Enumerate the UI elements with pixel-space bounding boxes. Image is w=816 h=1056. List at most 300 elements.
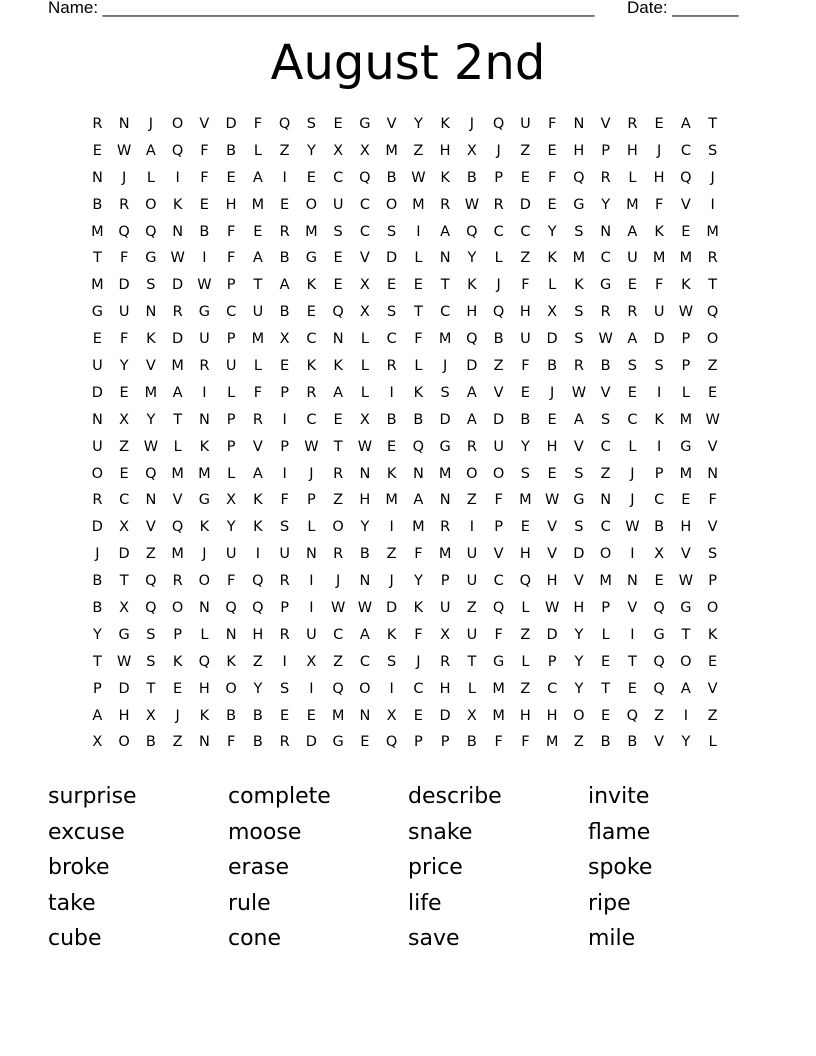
grid-letter: I [389, 384, 394, 401]
grid-letter: M [305, 223, 318, 240]
grid-letter: J [389, 573, 394, 590]
grid-letter: S [654, 358, 664, 375]
grid-letter: O [599, 546, 612, 563]
grid-letter: I [309, 600, 314, 617]
grid-letter: S [627, 358, 637, 375]
grid-letter: K [547, 250, 557, 267]
grid-letter: B [92, 600, 103, 617]
grid-letter: K [654, 223, 664, 240]
grid-letter: E [92, 142, 102, 159]
grid-letter: Q [653, 600, 665, 617]
grid-letter: W [571, 384, 587, 401]
grid-letter: D [439, 411, 451, 428]
grid-letter: S [280, 680, 290, 697]
grid-letter: T [413, 304, 423, 321]
grid-letter: E [520, 384, 530, 401]
grid-letter: C [333, 169, 344, 186]
grid-letter: N [198, 734, 210, 751]
grid-letter: H [546, 707, 558, 724]
grid-row [84, 434, 726, 461]
grid-letter: Q [145, 465, 157, 482]
grid-letter: M [438, 465, 452, 482]
grid-letter: L [227, 465, 236, 482]
grid-letter: J [335, 573, 341, 590]
grid-letter: B [92, 573, 103, 590]
grid-letter: B [359, 546, 370, 563]
grid-letter: D [91, 519, 103, 536]
grid-letter: Q [466, 331, 478, 348]
grid-letter: F [414, 331, 423, 348]
grid-letter: U [118, 304, 130, 321]
grid-letter: K [199, 707, 210, 724]
grid-letter: O [198, 573, 211, 590]
grid-letter: F [547, 169, 557, 186]
grid-letter: X [306, 653, 317, 670]
grid-letter: T [681, 626, 691, 643]
grid-letter: H [626, 142, 638, 159]
grid-letter: A [627, 331, 638, 348]
grid-letter: G [198, 304, 210, 321]
grid-letter: C [306, 331, 317, 348]
grid-letter: H [359, 492, 371, 509]
grid-letter: V [386, 116, 397, 132]
grid-letter: I [282, 653, 287, 670]
grid-letter: B [279, 250, 290, 267]
grid-letter: P [226, 331, 236, 348]
grid-letter: K [199, 519, 210, 536]
grid-letter: N [198, 600, 210, 617]
grid-letter: M [679, 250, 693, 267]
grid-letter: M [144, 384, 158, 401]
grid-letter: O [145, 196, 157, 213]
grid-letter: Z [654, 707, 665, 724]
grid-letter: X [547, 304, 558, 321]
grid-letter: V [707, 519, 718, 536]
grid-letter: V [493, 384, 504, 401]
grid-letter: X [92, 734, 103, 751]
grid-letter: Q [626, 707, 639, 724]
grid-letter: V [199, 116, 210, 132]
grid-letter: O [359, 680, 371, 697]
grid-letter: K [440, 169, 450, 186]
word-list-item: save [408, 926, 460, 951]
grid-letter: B [520, 411, 531, 428]
grid-letter: V [547, 546, 558, 563]
grid-letter: L [360, 384, 369, 401]
word-list-item: ripe [588, 890, 631, 916]
grid-letter: V [707, 680, 718, 697]
grid-letter: H [519, 304, 531, 321]
grid-letter: I [255, 546, 261, 563]
word-list-item: erase [228, 855, 290, 880]
grid-letter: B [252, 707, 263, 724]
grid-letter: H [546, 573, 558, 590]
grid-letter: E [253, 223, 263, 240]
grid-letter: I [710, 196, 715, 213]
grid-letter: E [199, 196, 209, 213]
grid-letter: C [386, 331, 397, 348]
grid-letter: E [681, 223, 691, 240]
grid-letter: G [573, 492, 585, 509]
grid-letter: A [440, 223, 451, 240]
grid-letter: T [119, 573, 129, 590]
grid-letter: R [119, 196, 130, 213]
grid-letter: N [332, 331, 344, 348]
grid-letter: M [679, 411, 693, 428]
grid-letter: A [466, 411, 477, 428]
grid-letter: F [414, 546, 423, 563]
grid-letter: S [387, 653, 397, 670]
grid-letter: A [466, 384, 477, 401]
grid-letter: T [708, 116, 718, 132]
grid-letter: M [438, 331, 452, 348]
grid-row [84, 568, 726, 595]
grid-letter: R [172, 304, 183, 321]
grid-row [84, 219, 726, 246]
grid-letter: C [359, 653, 370, 670]
grid-letter: M [492, 680, 505, 697]
grid-letter: P [708, 573, 717, 590]
grid-letter: Z [493, 358, 504, 375]
grid-letter: N [198, 411, 210, 428]
grid-letter: M [545, 734, 559, 751]
grid-letter: I [630, 546, 635, 563]
grid-letter: U [225, 546, 237, 563]
grid-letter: W [116, 142, 132, 159]
grid-letter: X [654, 546, 665, 563]
grid-letter: G [118, 626, 130, 643]
grid-letter: K [172, 196, 183, 213]
grid-letter: G [359, 116, 371, 132]
grid-letter: W [170, 250, 185, 267]
grid-letter: Z [520, 142, 531, 159]
grid-letter: B [386, 411, 397, 428]
word-list-item: describe [408, 784, 502, 809]
grid-letter: K [386, 626, 397, 643]
grid-letter: G [439, 438, 451, 455]
grid-letter: Q [252, 573, 264, 590]
grid-letter: Y [92, 626, 102, 643]
word-list-item: complete [228, 784, 331, 809]
grid-letter: E [387, 277, 397, 294]
grid-letter: J [309, 465, 314, 482]
grid-letter: X [359, 411, 370, 428]
grid-letter: C [306, 411, 317, 428]
grid-letter: V [707, 438, 718, 455]
grid-letter: R [627, 116, 638, 132]
grid-letter: V [547, 519, 558, 536]
grid-letter: L [253, 142, 262, 159]
grid-letter: X [466, 142, 477, 159]
grid-letter: F [280, 492, 289, 509]
grid-letter: H [680, 519, 692, 536]
grid-letter: I [309, 573, 314, 590]
grid-letter: J [496, 142, 501, 159]
grid-letter: M [492, 707, 505, 724]
grid-letter: F [200, 169, 209, 186]
grid-letter: U [493, 438, 504, 455]
grid-letter: F [494, 492, 503, 509]
grid-letter: G [198, 492, 210, 509]
grid-letter: C [680, 142, 691, 159]
grid-letter: T [627, 653, 637, 670]
grid-letter: Z [252, 653, 263, 670]
grid-letter: Y [119, 358, 129, 375]
grid-letter: I [656, 438, 662, 455]
grid-letter: V [680, 196, 691, 213]
grid-letter: Q [653, 680, 665, 697]
grid-letter: S [306, 116, 316, 132]
grid-letter: F [654, 196, 664, 213]
grid-letter: W [330, 600, 346, 617]
grid-letter: X [119, 519, 130, 536]
grid-letter: M [171, 465, 184, 482]
grid-letter: E [306, 169, 316, 186]
grid-letter: Z [386, 546, 397, 563]
grid-letter: V [680, 546, 691, 563]
grid-letter: M [251, 196, 265, 213]
grid-letter: Y [146, 411, 156, 428]
grid-letter: Y [574, 680, 584, 697]
grid-letter: J [656, 142, 662, 159]
grid-letter: V [172, 492, 183, 509]
grid-letter: Q [145, 573, 157, 590]
grid-letter: W [116, 653, 132, 670]
grid-letter: E [119, 465, 129, 482]
grid-letter: J [496, 277, 501, 294]
grid-letter: A [252, 250, 263, 267]
grid-letter: M [198, 465, 211, 482]
grid-letter: S [520, 465, 530, 482]
grid-letter: C [493, 223, 504, 240]
grid-letter: I [282, 169, 287, 186]
grid-letter: J [175, 707, 180, 724]
grid-letter: R [333, 465, 344, 482]
grid-letter: U [439, 600, 451, 617]
grid-letter: K [681, 277, 691, 294]
grid-letter: W [678, 573, 694, 590]
letter-grid [84, 111, 726, 756]
grid-letter: O [466, 465, 478, 482]
grid-letter: E [627, 277, 637, 294]
grid-letter: N [172, 223, 184, 240]
grid-row [84, 407, 726, 434]
grid-letter: S [574, 519, 584, 536]
grid-letter: U [199, 331, 210, 348]
grid-letter: N [626, 573, 638, 590]
grid-letter: V [145, 519, 156, 536]
grid-letter: O [332, 519, 344, 536]
grid-letter: Y [574, 626, 584, 643]
grid-letter: A [92, 707, 103, 724]
grid-letter: S [601, 411, 611, 428]
grid-letter: B [493, 331, 504, 348]
grid-letter: X [226, 492, 237, 509]
grid-letter: V [252, 438, 263, 455]
grid-letter: H [546, 438, 558, 455]
grid-letter: E [601, 653, 611, 670]
grid-letter: W [197, 277, 212, 294]
grid-letter: Z [279, 142, 290, 159]
grid-row [84, 703, 726, 730]
grid-letter: W [357, 438, 373, 455]
grid-letter: M [599, 573, 612, 590]
grid-row [84, 729, 726, 756]
grid-letter: X [359, 277, 370, 294]
grid-letter: S [146, 277, 156, 294]
grid-letter: X [119, 600, 130, 617]
grid-letter: C [520, 223, 531, 240]
grid-letter: R [279, 626, 290, 643]
grid-letter: N [600, 492, 612, 509]
grid-letter: N [91, 411, 103, 428]
grid-letter: K [306, 277, 317, 294]
word-list-item: broke [48, 855, 110, 880]
grid-letter: G [680, 438, 692, 455]
word-list-item: cone [228, 926, 282, 951]
grid-letter: G [91, 304, 103, 321]
grid-letter: V [145, 358, 156, 375]
grid-letter: V [493, 546, 504, 563]
grid-letter: T [173, 411, 183, 428]
grid-letter: X [359, 304, 370, 321]
grid-letter: P [173, 626, 182, 643]
grid-letter: K [413, 600, 424, 617]
grid-letter: B [199, 223, 210, 240]
grid-letter: Q [412, 438, 425, 455]
grid-letter: Q [252, 600, 264, 617]
grid-letter: I [656, 384, 662, 401]
grid-letter: P [440, 734, 450, 751]
grid-letter: Q [145, 600, 157, 617]
grid-letter: X [119, 411, 130, 428]
grid-letter: K [440, 116, 450, 132]
grid-letter: M [91, 223, 104, 240]
grid-letter: E [601, 707, 611, 724]
grid-letter: D [118, 680, 130, 697]
grid-letter: B [279, 304, 290, 321]
grid-letter: M [679, 465, 693, 482]
grid-letter: D [386, 600, 398, 617]
grid-letter: V [600, 384, 611, 401]
grid-letter: R [466, 438, 477, 455]
grid-letter: X [386, 707, 397, 724]
word-list-item: flame [588, 819, 651, 845]
grid-letter: P [280, 438, 289, 455]
grid-letter: L [200, 626, 209, 643]
grid-row [84, 245, 726, 272]
grid-letter: H [466, 304, 478, 321]
grid-letter: O [225, 680, 237, 697]
grid-letter: S [333, 223, 343, 240]
grid-letter: G [145, 250, 157, 267]
grid-letter: K [574, 277, 584, 294]
grid-letter: V [573, 573, 584, 590]
grid-letter: E [413, 277, 423, 294]
grid-letter: H [118, 707, 130, 724]
grid-letter: A [172, 384, 183, 401]
grid-letter: C [627, 411, 638, 428]
grid-row [84, 111, 726, 138]
grid-letter: Y [467, 250, 477, 267]
grid-letter: K [146, 331, 156, 348]
grid-letter: F [119, 250, 129, 267]
grid-letter: N [439, 492, 451, 509]
word-list-item: rule [228, 890, 271, 916]
puzzle-title: August 2nd [270, 35, 546, 91]
grid-letter: Y [306, 142, 316, 159]
grid-letter: L [628, 438, 637, 455]
grid-letter: X [279, 331, 290, 348]
grid-letter: P [494, 519, 503, 536]
grid-row [84, 326, 726, 353]
grid-letter: O [680, 653, 692, 670]
grid-letter: F [226, 734, 236, 751]
grid-letter: X [333, 142, 344, 159]
grid-letter: Z [466, 492, 477, 509]
word-list-item: price [408, 855, 463, 880]
grid-letter: N [439, 250, 451, 267]
grid-letter: I [389, 519, 394, 536]
grid-letter: P [226, 438, 236, 455]
grid-letter: V [573, 438, 584, 455]
grid-letter: R [440, 196, 451, 213]
grid-letter: C [600, 519, 611, 536]
grid-letter: U [252, 304, 264, 321]
grid-letter: I [416, 223, 421, 240]
grid-letter: Y [520, 438, 530, 455]
grid-letter: F [494, 734, 503, 751]
grid-letter: M [385, 142, 398, 159]
grid-letter: E [280, 358, 290, 375]
grid-row [84, 622, 726, 649]
grid-letter: T [333, 438, 343, 455]
grid-letter: F [200, 142, 209, 159]
grid-letter: F [119, 331, 129, 348]
grid-letter: C [654, 492, 665, 509]
grid-letter: Z [145, 546, 156, 563]
grid-letter: T [467, 653, 477, 670]
grid-letter: S [280, 519, 290, 536]
grid-letter: P [280, 600, 289, 617]
grid-letter: Z [520, 250, 531, 267]
grid-letter: S [440, 384, 450, 401]
grid-letter: Q [118, 223, 130, 240]
grid-letter: M [91, 277, 104, 294]
grid-letter: D [466, 358, 478, 375]
grid-letter: Z [573, 734, 584, 751]
grid-letter: Y [681, 734, 691, 751]
word-list-item: cube [48, 926, 102, 951]
grid-letter: S [574, 304, 584, 321]
grid-letter: E [547, 411, 557, 428]
grid-letter: N [91, 169, 103, 186]
grid-letter: J [710, 169, 715, 186]
grid-letter: W [625, 519, 640, 536]
grid-letter: C [493, 573, 504, 590]
grid-letter: H [252, 626, 264, 643]
grid-letter: J [630, 465, 635, 482]
grid-letter: A [252, 465, 263, 482]
grid-letter: E [333, 411, 343, 428]
grid-letter: D [546, 626, 558, 643]
grid-letter: D [493, 411, 505, 428]
grid-letter: R [627, 304, 638, 321]
grid-letter: Y [413, 116, 423, 132]
grid-letter: T [92, 250, 102, 267]
grid-letter: U [466, 626, 478, 643]
grid-letter: A [333, 384, 344, 401]
